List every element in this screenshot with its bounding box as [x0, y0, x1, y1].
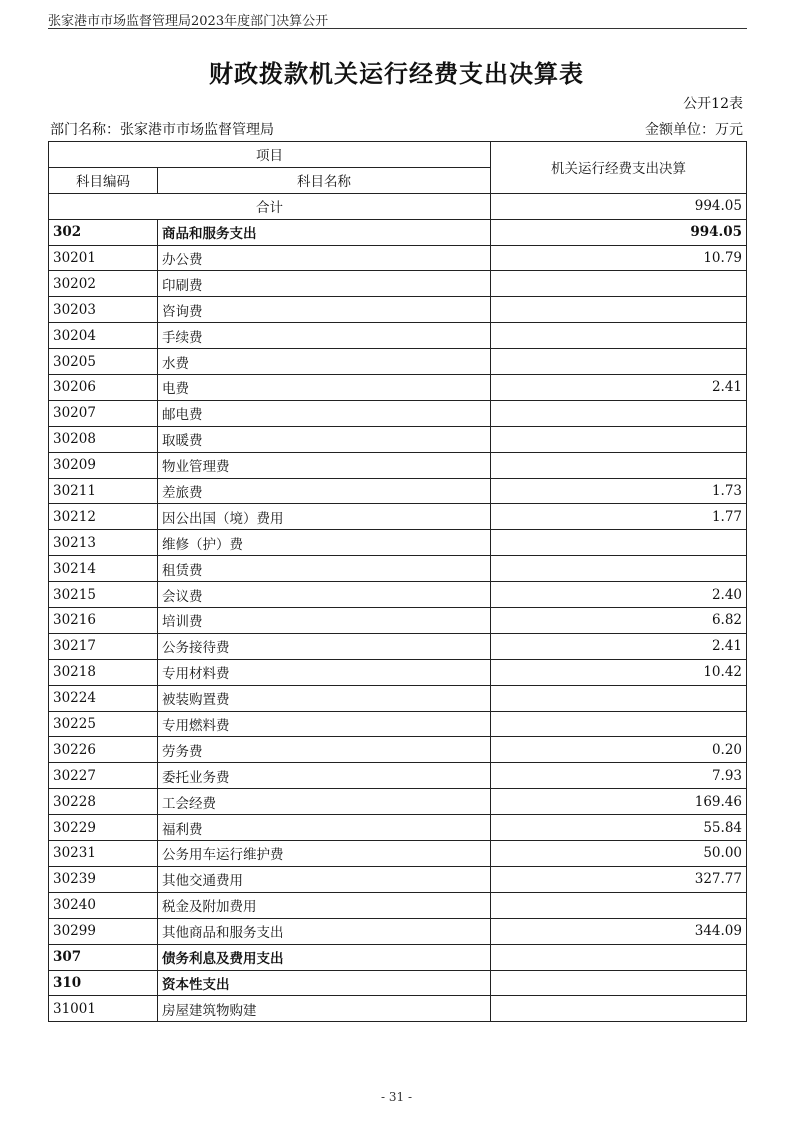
page-number: - 31 - [380, 1090, 412, 1104]
code-cell: 30226 [49, 737, 158, 763]
table-row [49, 815, 747, 841]
code-cell: 30206 [49, 375, 158, 401]
amount-cell [491, 892, 747, 918]
code-cell: 30216 [49, 608, 158, 634]
name-cell: 租赁费 [158, 556, 491, 582]
amount-unit: 金额单位：万元 [645, 122, 743, 138]
table-row [49, 297, 747, 323]
table-row [49, 841, 747, 867]
name-cell: 培训费 [158, 608, 491, 634]
name-cell: 房屋建筑物购建 [158, 996, 491, 1022]
table-row [49, 478, 747, 504]
name-cell: 因公出国（境）费用 [158, 504, 491, 530]
amount-cell: 344.09 [491, 918, 747, 944]
table-row [49, 426, 747, 452]
amount-cell: 994.05 [491, 219, 747, 245]
table-row [49, 375, 747, 401]
amount-cell [491, 996, 747, 1022]
amount-cell [491, 297, 747, 323]
name-cell: 印刷费 [158, 271, 491, 297]
amount-cell: 7.93 [491, 763, 747, 789]
code-cell: 310 [49, 970, 158, 996]
name-cell: 会议费 [158, 582, 491, 608]
name-cell: 劳务费 [158, 737, 491, 763]
total-row [49, 193, 747, 219]
name-cell: 资本性支出 [158, 970, 491, 996]
header-amount: 机关运行经费支出决算 [491, 142, 747, 194]
table-row [49, 970, 747, 996]
table-row [49, 763, 747, 789]
code-cell: 30202 [49, 271, 158, 297]
name-cell: 电费 [158, 375, 491, 401]
name-cell: 物业管理费 [158, 452, 491, 478]
amount-cell: 55.84 [491, 815, 747, 841]
amount-cell [491, 400, 747, 426]
total-label: 合计 [49, 193, 491, 219]
page-title: 财政拨款机关运行经费支出决算表 [209, 59, 584, 88]
name-cell: 福利费 [158, 815, 491, 841]
code-cell: 30218 [49, 659, 158, 685]
code-cell: 30229 [49, 815, 158, 841]
header-name: 科目名称 [158, 167, 491, 193]
name-cell: 被装购置费 [158, 685, 491, 711]
table-number: 公开12表 [683, 96, 743, 112]
code-cell: 30299 [49, 918, 158, 944]
total-amount: 994.05 [491, 193, 747, 219]
table-row [49, 582, 747, 608]
table-row [49, 323, 747, 349]
name-cell: 邮电费 [158, 400, 491, 426]
amount-cell [491, 556, 747, 582]
code-cell: 30224 [49, 685, 158, 711]
code-cell: 302 [49, 219, 158, 245]
amount-cell [491, 323, 747, 349]
table-row [49, 996, 747, 1022]
name-cell: 专用材料费 [158, 659, 491, 685]
amount-cell [491, 426, 747, 452]
code-cell: 30228 [49, 789, 158, 815]
amount-cell [491, 349, 747, 375]
table-row [49, 271, 747, 297]
code-cell: 30225 [49, 711, 158, 737]
name-cell: 商品和服务支出 [158, 219, 491, 245]
amount-cell: 2.41 [491, 375, 747, 401]
running-header: 张家港市市场监督管理局2023年度部门决算公开 [48, 14, 329, 29]
amount-cell [491, 944, 747, 970]
amount-cell [491, 452, 747, 478]
code-cell: 307 [49, 944, 158, 970]
table-row [49, 685, 747, 711]
code-cell: 31001 [49, 996, 158, 1022]
header-row-1 [49, 142, 747, 168]
code-cell: 30207 [49, 400, 158, 426]
header-rule [48, 28, 747, 29]
name-cell: 办公费 [158, 245, 491, 271]
table-row [49, 737, 747, 763]
header-code: 科目编码 [49, 167, 158, 193]
name-cell: 维修（护）费 [158, 530, 491, 556]
code-cell: 30231 [49, 841, 158, 867]
amount-cell: 1.73 [491, 478, 747, 504]
amount-cell: 10.42 [491, 659, 747, 685]
code-cell: 30239 [49, 866, 158, 892]
amount-cell [491, 530, 747, 556]
table-row [49, 400, 747, 426]
name-cell: 专用燃料费 [158, 711, 491, 737]
name-cell: 税金及附加费用 [158, 892, 491, 918]
amount-cell: 6.82 [491, 608, 747, 634]
code-cell: 30214 [49, 556, 158, 582]
amount-cell [491, 271, 747, 297]
name-cell: 委托业务费 [158, 763, 491, 789]
name-cell: 其他商品和服务支出 [158, 918, 491, 944]
table-row [49, 530, 747, 556]
amount-cell: 50.00 [491, 841, 747, 867]
code-cell: 30227 [49, 763, 158, 789]
table-row [49, 866, 747, 892]
amount-cell: 10.79 [491, 245, 747, 271]
name-cell: 取暖费 [158, 426, 491, 452]
table-row [49, 219, 747, 245]
code-cell: 30215 [49, 582, 158, 608]
code-cell: 30217 [49, 633, 158, 659]
table-row [49, 349, 747, 375]
amount-cell: 1.77 [491, 504, 747, 530]
name-cell: 工会经费 [158, 789, 491, 815]
name-cell: 咨询费 [158, 297, 491, 323]
amount-cell [491, 685, 747, 711]
table-row [49, 659, 747, 685]
name-cell: 水费 [158, 349, 491, 375]
amount-cell [491, 711, 747, 737]
table-row [49, 245, 747, 271]
amount-cell: 0.20 [491, 737, 747, 763]
code-cell: 30213 [49, 530, 158, 556]
code-cell: 30240 [49, 892, 158, 918]
name-cell: 公务用车运行维护费 [158, 841, 491, 867]
table-row [49, 892, 747, 918]
amount-cell: 327.77 [491, 866, 747, 892]
table-row [49, 633, 747, 659]
name-cell: 手续费 [158, 323, 491, 349]
table-row [49, 452, 747, 478]
budget-table [48, 141, 747, 1022]
name-cell: 其他交通费用 [158, 866, 491, 892]
code-cell: 30203 [49, 297, 158, 323]
code-cell: 30205 [49, 349, 158, 375]
name-cell: 债务利息及费用支出 [158, 944, 491, 970]
table-row [49, 918, 747, 944]
code-cell: 30212 [49, 504, 158, 530]
code-cell: 30211 [49, 478, 158, 504]
name-cell: 公务接待费 [158, 633, 491, 659]
table-row [49, 504, 747, 530]
table-row [49, 789, 747, 815]
header-item: 项目 [49, 142, 491, 168]
table-row [49, 608, 747, 634]
name-cell: 差旅费 [158, 478, 491, 504]
table-row [49, 944, 747, 970]
code-cell: 30201 [49, 245, 158, 271]
code-cell: 30204 [49, 323, 158, 349]
department-name: 部门名称：张家港市市场监督管理局 [50, 122, 274, 138]
table-row [49, 556, 747, 582]
amount-cell: 2.41 [491, 633, 747, 659]
code-cell: 30208 [49, 426, 158, 452]
code-cell: 30209 [49, 452, 158, 478]
amount-cell [491, 970, 747, 996]
amount-cell: 2.40 [491, 582, 747, 608]
table-row [49, 711, 747, 737]
amount-cell: 169.46 [491, 789, 747, 815]
